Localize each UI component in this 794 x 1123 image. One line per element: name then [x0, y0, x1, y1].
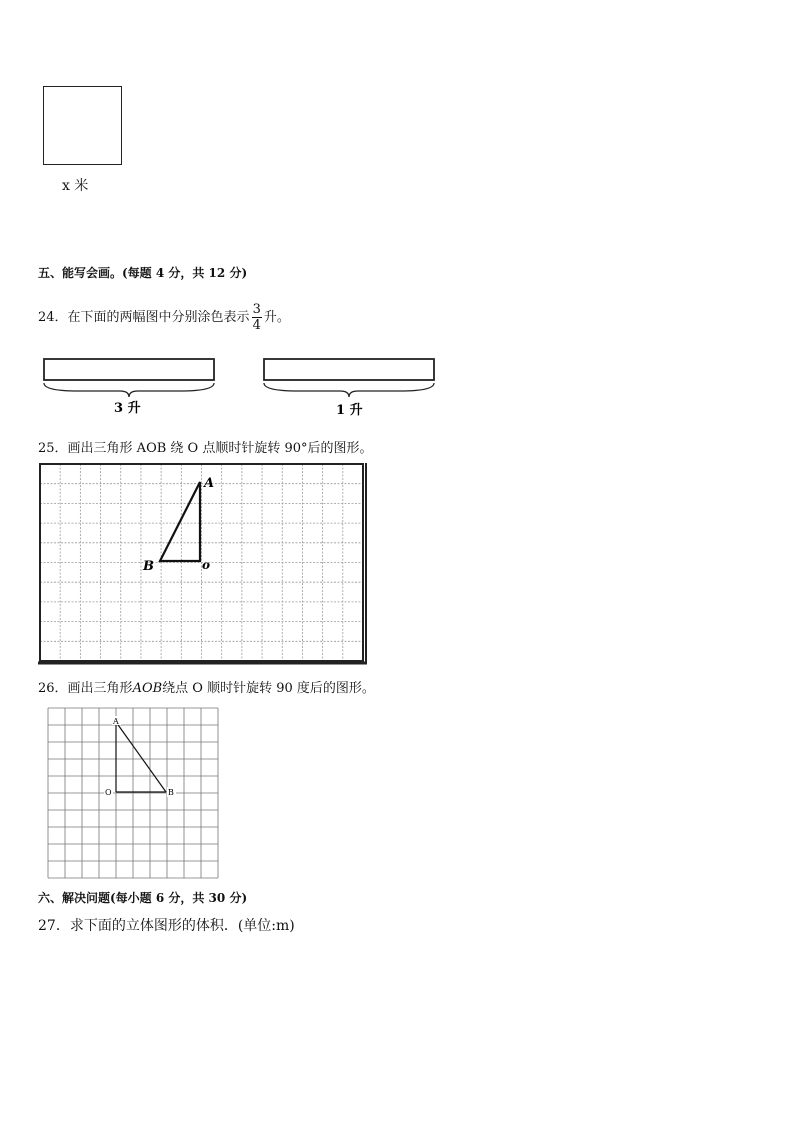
- question-26-text: [38, 677, 375, 696]
- triangle-aob-q25: [160, 482, 200, 561]
- square-figure: [43, 86, 122, 165]
- bar-1-liter: [264, 359, 434, 380]
- fraction-three-quarters: [252, 303, 262, 332]
- question-24-number: 24．: [38, 310, 68, 325]
- brace-3-liters: [44, 383, 214, 397]
- q26-segment-ab: [116, 722, 166, 792]
- question-26-grid-figure: [46, 706, 220, 880]
- fraction-numerator: 3: [252, 302, 261, 317]
- question-25-text: 25．画出三角形 AOB 绕 O 点顺时针旋转 90°后的图形。: [38, 441, 373, 456]
- question-26-text-after: 绕点 O 顺时针旋转 90 度后的图形。: [162, 681, 375, 696]
- question-24-text-before: 在下面的两幅图中分别涂色表示: [67, 310, 250, 325]
- question-24-text-after: 升。: [263, 310, 290, 325]
- bar-1-liter-label: 1 升: [336, 403, 363, 418]
- question-24-text: [38, 303, 290, 332]
- square-side-label: x 米: [62, 178, 89, 194]
- fraction-denominator: 4: [252, 318, 261, 333]
- bar-3-liters-label: 3 升: [114, 401, 141, 416]
- question-26-math-aob: AOB: [132, 681, 163, 696]
- q25-label-o: o: [202, 558, 211, 572]
- q25-label-a: A: [204, 476, 215, 491]
- question-26-text-before: 画出三角形: [67, 681, 133, 696]
- question-27-text: 27．求下面的立体图形的体积．(单位:m): [38, 918, 295, 934]
- q26-label-a: A: [113, 717, 119, 726]
- section-5-heading: 五、能写会画。(每题 4 分，共 12 分): [38, 266, 248, 280]
- question-24-bars: [38, 355, 440, 420]
- q26-label-b: B: [168, 788, 174, 797]
- bar-3-liters: [44, 359, 214, 380]
- section-6-heading: 六、解决问题(每小题 6 分，共 30 分): [38, 891, 248, 905]
- brace-1-liter: [264, 383, 434, 397]
- question-26-number: 26．: [38, 681, 68, 696]
- q25-label-b: B: [143, 559, 154, 574]
- q26-grid-lines: [48, 708, 218, 878]
- question-25-grid-figure: [37, 461, 369, 667]
- q26-label-o: O: [105, 788, 112, 797]
